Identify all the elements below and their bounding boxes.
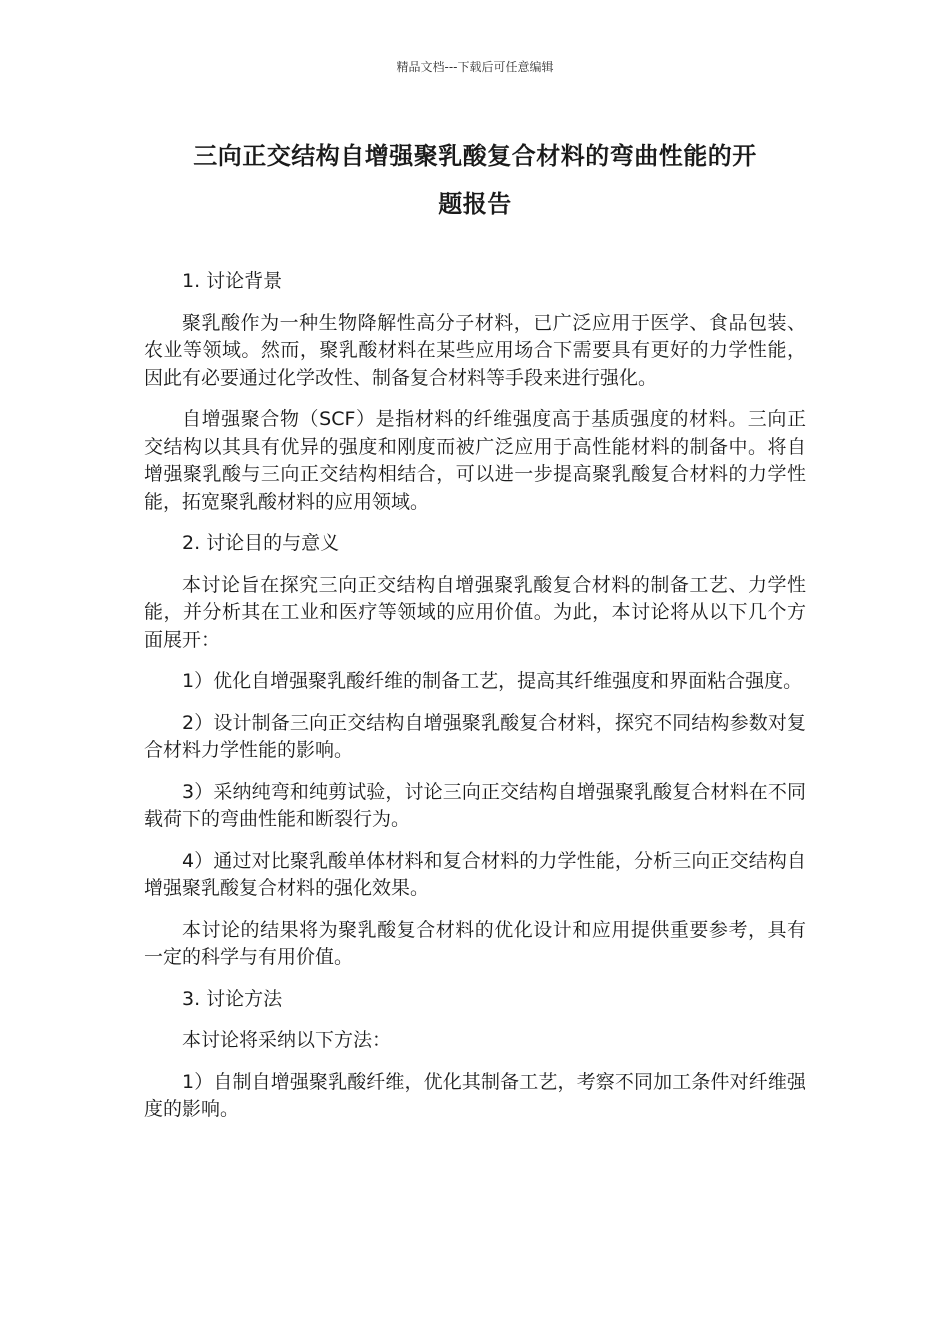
list-item: 4）通过对比聚乳酸单体材料和复合材料的力学性能，分析三向正交结构自增强聚乳酸复合材料的强化效果。: [144, 849, 806, 899]
paragraph: 本讨论旨在探究三向正交结构自增强聚乳酸复合材料的制备工艺、力学性能，并分析其在工业和医疗等领域的应用价值。为此，本讨论将从以下几个方面展开：: [144, 573, 806, 651]
title-line-1: 三向正交结构自增强聚乳酸复合材料的弯曲性能的开: [193, 142, 757, 170]
document-body: [144, 268, 806, 1138]
paragraph: 聚乳酸作为一种生物降解性高分子材料，已广泛应用于医学、食品包装、农业等领域。然而，聚乳酸材料在某些应用场合下需要具有更好的力学性能，因此有必要通过化学改性、制备复合材料等手段来进行强化。: [144, 311, 806, 389]
list-item: 1）自制自增强聚乳酸纤维，优化其制备工艺，考察不同加工条件对纤维强度的影响。: [144, 1070, 806, 1120]
list-item: 3）采纳纯弯和纯剪试验，讨论三向正交结构自增强聚乳酸复合材料在不同载荷下的弯曲性能和断裂行为。: [144, 780, 806, 830]
document-title: [140, 132, 810, 228]
page-header: 精品文档---下载后可任意编辑: [396, 60, 554, 74]
paragraph: 本讨论将采纳以下方法：: [182, 1029, 392, 1051]
section-heading: 3. 讨论方法: [182, 987, 283, 1010]
paragraph: 本讨论的结果将为聚乳酸复合材料的优化设计和应用提供重要参考，具有一定的科学与有用价值。: [144, 918, 806, 968]
list-item: 1）优化自增强聚乳酸纤维的制备工艺，提高其纤维强度和界面粘合强度。: [182, 670, 803, 692]
section-heading: 2. 讨论目的与意义: [182, 532, 340, 554]
section-heading: 1. 讨论背景: [182, 270, 283, 292]
title-line-2: 题报告: [438, 190, 512, 218]
paragraph: 自增强聚合物（SCF）是指材料的纤维强度高于基质强度的材料。三向正交结构以其具有优异的强度和刚度而被广泛应用于高性能材料的制备中。将自增强聚乳酸与三向正交结构相结合，可以进一步提高聚乳酸复合材料的力学性能，拓宽聚乳酸材料的应用领域。: [144, 408, 806, 513]
list-item: 2）设计制备三向正交结构自增强聚乳酸复合材料，探究不同结构参数对复合材料力学性能的影响。: [144, 711, 806, 761]
